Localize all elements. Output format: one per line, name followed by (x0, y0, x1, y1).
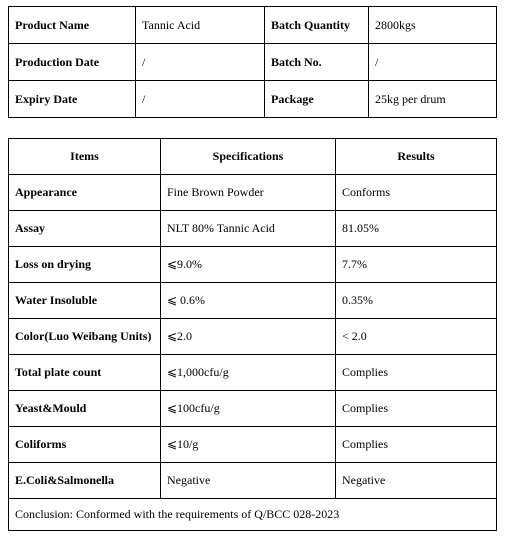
item-cell (9, 283, 161, 319)
item-cell (9, 319, 161, 355)
item-cell (9, 175, 161, 211)
result-cell: < 2.0 (336, 319, 497, 355)
table-row (9, 391, 497, 427)
header-items: Items (9, 139, 161, 175)
result-cell: Negative (336, 463, 497, 499)
result-cell: Complies (336, 427, 497, 463)
item-cell (9, 211, 161, 247)
item-label: Coliforms (15, 437, 67, 451)
spec-cell: ⩽1,000cfu/g (161, 355, 336, 391)
info-value: / (136, 44, 265, 81)
table-row (9, 283, 497, 319)
item-label: Yeast&Mould (15, 401, 87, 415)
spec-cell: ⩽2.0 (161, 319, 336, 355)
info-label: Product Name (9, 7, 136, 44)
info-row (9, 7, 497, 44)
table-row (9, 463, 497, 499)
result-cell: 81.05% (336, 211, 497, 247)
item-label: Water Insoluble (15, 293, 98, 307)
spec-cell: ⩽9.0% (161, 247, 336, 283)
result-cell: 7.7% (336, 247, 497, 283)
result-cell: Complies (336, 355, 497, 391)
info-value: 2800kgs (369, 7, 497, 44)
spec-cell: ⩽10/g (161, 427, 336, 463)
result-cell: 0.35% (336, 283, 497, 319)
table-row (9, 175, 497, 211)
header-results: Results (336, 139, 497, 175)
item-cell (9, 463, 161, 499)
spec-header-row (9, 139, 497, 175)
info-label: Production Date (9, 44, 136, 81)
table-row (9, 427, 497, 463)
info-label: Batch Quantity (265, 7, 369, 44)
product-info-table (8, 6, 497, 118)
item-label: Total plate count (15, 365, 102, 379)
item-label: Assay (15, 221, 46, 235)
info-value: 25kg per drum (369, 81, 497, 118)
conclusion-row (9, 499, 497, 531)
specification-table (8, 138, 497, 531)
table-row (9, 355, 497, 391)
spec-cell: ⩽ 0.6% (161, 283, 336, 319)
spec-cell: NLT 80% Tannic Acid (161, 211, 336, 247)
item-label: Loss on drying (15, 257, 92, 271)
header-specifications: Specifications (161, 139, 336, 175)
spec-cell: Negative (161, 463, 336, 499)
item-label: E.Coli&Salmonella (15, 473, 115, 487)
spec-cell: Fine Brown Powder (161, 175, 336, 211)
info-label: Expiry Date (9, 81, 136, 118)
info-label: Batch No. (265, 44, 369, 81)
table-row (9, 247, 497, 283)
info-row (9, 44, 497, 81)
info-value: / (369, 44, 497, 81)
result-cell: Conforms (336, 175, 497, 211)
table-row (9, 319, 497, 355)
info-label: Package (265, 81, 369, 118)
item-label: Appearance (15, 185, 77, 199)
table-row (9, 211, 497, 247)
result-cell: Complies (336, 391, 497, 427)
info-row (9, 81, 497, 118)
item-label: Color(Luo Weibang Units) (15, 329, 152, 343)
item-cell (9, 355, 161, 391)
spec-cell: ⩽100cfu/g (161, 391, 336, 427)
info-value: Tannic Acid (136, 7, 265, 44)
item-cell (9, 247, 161, 283)
item-cell (9, 391, 161, 427)
conclusion-text: Conclusion: Conformed with the requirements of Q/BCC 028-2023 (9, 499, 497, 531)
item-cell (9, 427, 161, 463)
info-value: / (136, 81, 265, 118)
